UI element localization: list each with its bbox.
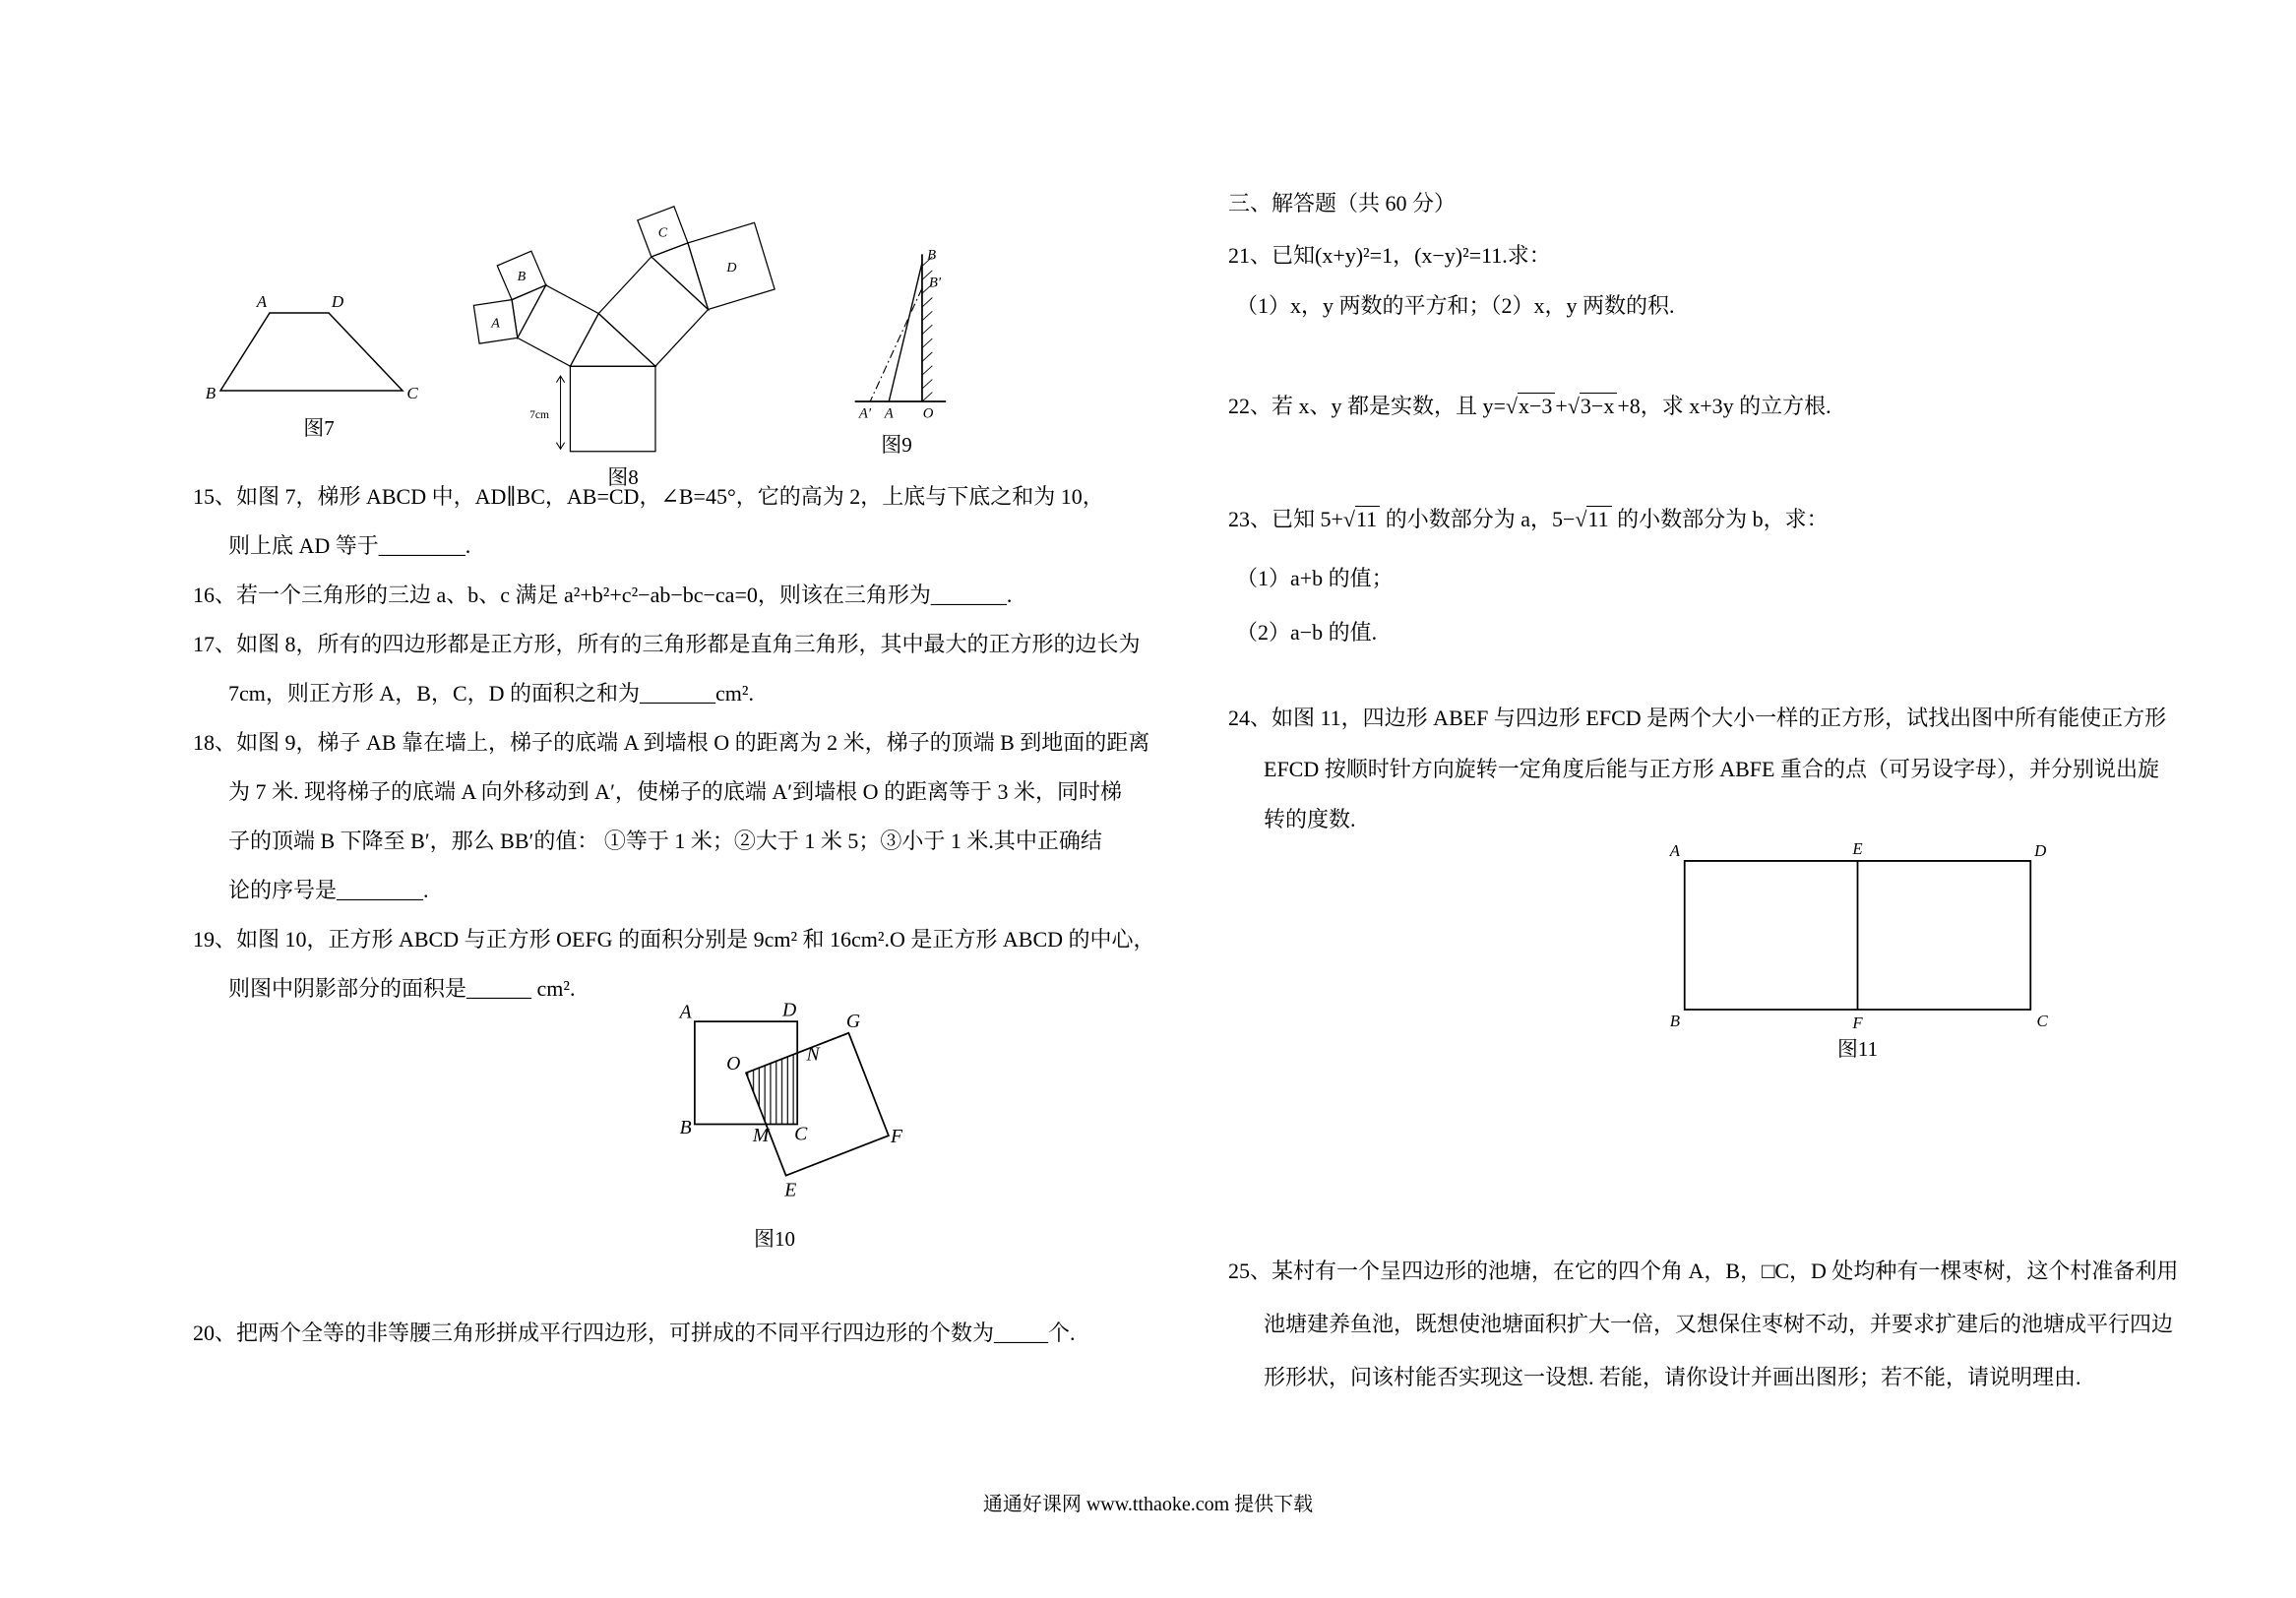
fig7-label-b: B [205,384,217,402]
problem-19-line-2: 则图中阴影部分的面积是______ cm². [228,976,576,1001]
figure-7-drawing [201,287,437,410]
problem-24-line-3: 转的度数. [1264,807,1356,831]
problem-18-line-4: 论的序号是________. [228,878,429,902]
problem-21-line-2: （1）x，y 两数的平方和；（2）x，y 两数的积. [1236,293,1675,318]
section-title: 三、解答题（共 60 分） [1228,191,1457,215]
fig8-dim-label: 7cm [529,408,550,421]
fig8-left-square [518,285,598,366]
figure-7 [201,287,437,442]
page-footer: 通通好课网 www.tthaoke.com 提供下载 [982,1494,1314,1515]
fig8-top-triangle [570,314,655,367]
fig8-right-square [598,257,708,366]
figure-11-drawing [1663,836,2052,1031]
figure-8-caption: 图8 [607,465,639,489]
problem-17-line-1: 17、如图 8，所有的四边形都是正方形，所有的三角形都是直角三角形，其中最大的正方形的边长为 [193,632,1141,656]
fig9-label-o: O [922,405,934,422]
fig11-label-a: A [1669,841,1680,860]
figure-10-caption: 图10 [754,1227,795,1251]
fig10-label-e: E [784,1179,797,1201]
fig8-label-c: C [657,225,668,241]
problem-23-line-2: （1）a+b 的值； [1236,566,1394,590]
fig10-label-n: N [806,1043,820,1066]
problem-20-line-1: 20、把两个全等的非等腰三角形拼成平行四边形，可拼成的不同平行四边形的个数为_____个. [193,1321,1076,1345]
fig9-ladder-moved [870,288,922,401]
figure-7-caption: 图7 [303,416,335,440]
problem-17-line-2: 7cm，则正方形 A，B，C，D 的面积之和为_______cm². [228,681,754,706]
fig10-label-f: F [890,1126,903,1148]
problem-16-line-1: 16、若一个三角形的三边 a、b、c 满足 a²+b²+c²−ab−bc−ca=0，则该在三角形为_______. [193,583,1013,607]
fig8-label-b: B [517,269,527,284]
problem-19-line-1: 19、如图 10，正方形 ABCD 与正方形 OEFG 的面积分别是 9cm² 和 16cm².O 是正方形 ABCD 的中心， [193,927,1155,952]
fig11-label-e: E [1852,839,1863,859]
fig10-label-a: A [679,1001,692,1023]
fig9-label-a-prime: A′ [858,405,872,422]
fig7-trapezoid-outline [220,313,403,391]
left-column [193,0,1167,1598]
figure-11-caption: 图11 [1836,1037,1879,1061]
fig9-ladder-solid [889,263,922,401]
problems-15-19 [193,472,1167,1014]
problem-24-line-1: 24、如图 11，四边形 ABEF 与四边形 EFCD 是两个大小一样的正方形，试找出图中所有能使正方形 [1228,706,2167,730]
problem-22-line-1: 22、若 x、y 都是实数，且 y=√x−3 +√3−x +8，求 x+3y 的立方根. [1228,394,1831,418]
fig10-label-c: C [794,1123,808,1145]
fig10-label-o: O [726,1052,741,1075]
fig8-label-a: A [491,316,500,332]
fig11-label-b: B [1669,1011,1680,1030]
problem-23-line-3: （2）a−b 的值. [1236,620,1378,645]
figure-9-drawing [833,244,961,427]
right-column [1228,0,2222,1598]
fig9-label-b: B [927,247,937,264]
fig11-label-c: C [2036,1011,2048,1030]
fig10-label-d: D [781,999,797,1021]
fig7-label-c: C [406,384,418,402]
problem-18-line-1: 18、如图 9，梯子 AB 靠在墙上，梯子的底端 A 到墙根 O 的距离为 2 米，梯子的顶端 B 到地面的距离 [193,730,1150,755]
problem-25-line-2: 池塘建养鱼池，既想使池塘面积扩大一倍，又想保住枣树不动，并要求扩建后的池塘成平行四边 [1264,1312,2174,1336]
fig11-label-d: D [2034,841,2047,860]
figure-10 [632,999,917,1253]
fig8-dim-arrow [556,376,564,449]
fig7-label-d: D [331,292,344,311]
problem-24-line-2: EFCD 按顺时针方向旋转一定角度后能与正方形 ABFE 重合的点（可另设字母），并分别说出旋 [1264,757,2159,781]
figure-11 [1663,836,2052,1063]
problem-23-line-1: 23、已知 5+√11 的小数部分为 a，5−√11 的小数部分为 b，求： [1228,507,1829,531]
problem-25-line-3: 形形状，问该村能否实现这一设想. 若能，请你设计并画出图形；若不能，请说明理由. [1264,1365,2081,1389]
fig10-label-m: M [752,1124,770,1146]
fig9-label-b-prime: B′ [928,275,942,291]
figure-8 [461,192,785,491]
fig8-big-square [570,366,655,452]
fig8-shapes [473,207,775,452]
figure-8-drawing [461,192,785,460]
problem-15-line-1: 15、如图 7，梯形 ABCD 中，AD∥BC，AB=CD，∠B=45°，它的高为 2，上底与下底之和为 10， [193,484,1104,509]
fig10-label-b: B [679,1116,692,1138]
figure-9 [833,244,961,459]
fig8-label-d: D [726,260,737,276]
figure-10-drawing [632,999,917,1221]
fig7-label-a: A [256,292,268,311]
problem-20 [193,1309,1167,1358]
fig9-label-a: A [884,405,894,422]
fig11-label-f: F [1852,1013,1863,1032]
problem-15-line-2: 则上底 AD 等于________. [228,533,471,558]
problem-25-line-1: 25、某村有一个呈四边形的池塘，在它的四个角 A，B，□C，D 处均种有一棵枣树，这个村准备利用 [1228,1259,2179,1283]
figure-9-caption: 图9 [881,433,912,457]
problem-18-line-3: 子的顶端 B 下降至 B′，那么 BB′的值： ①等于 1 米；②大于 1 米 5；③小于 1 米.其中正确结 [228,829,1102,853]
problem-21-line-1: 21、已知(x+y)²=1，(x−y)²=11.求： [1228,243,1551,268]
fig10-label-g: G [845,1010,861,1032]
problem-18-line-2: 为 7 米. 现将梯子的底端 A 向外移动到 A′，使梯子的底端 A′到墙根 O 的距离等于 3 米，同时梯 [228,779,1122,804]
